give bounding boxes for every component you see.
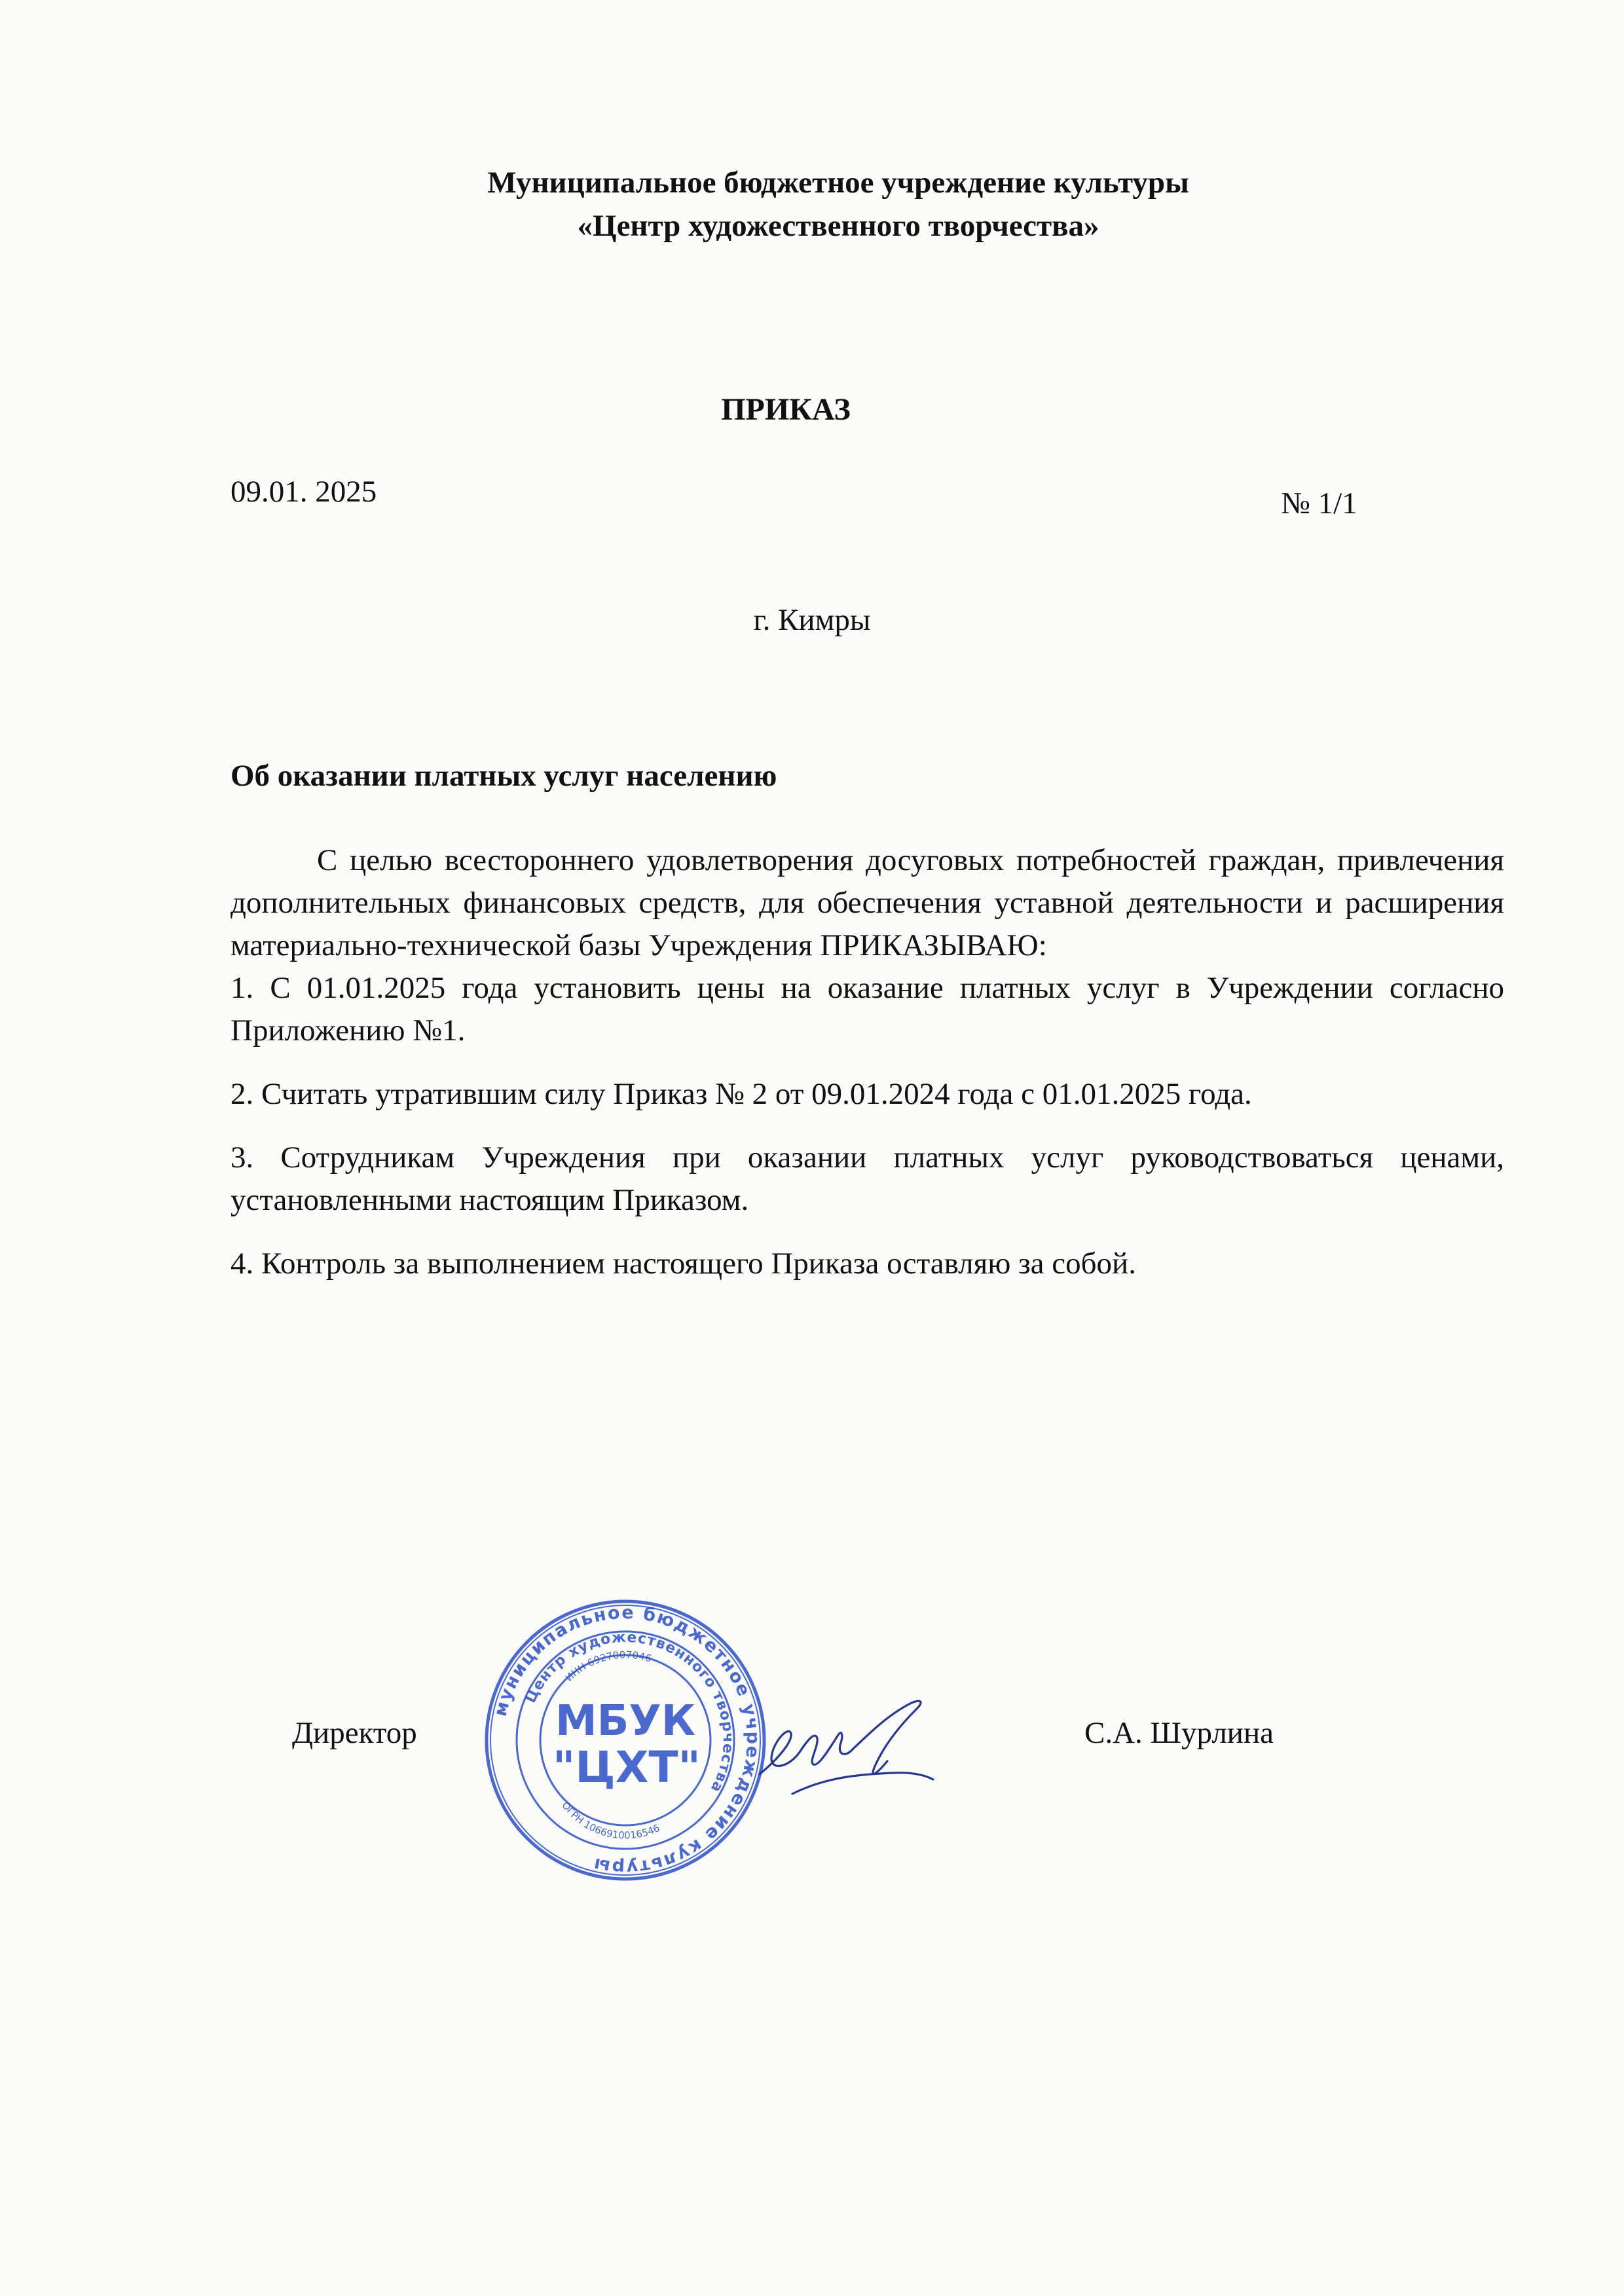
signer-position: Директор xyxy=(292,1716,417,1750)
organization-name-line1: Муниципальное бюджетное учреждение культуры xyxy=(487,166,1189,200)
svg-text:ОГРН 1066910016546 xyxy=(559,1800,661,1842)
seal-outer-text: муниципальное бюджетное учреждение культуры xyxy=(490,1602,764,1878)
seal-center-line2: "ЦХТ" xyxy=(553,1742,701,1793)
seal-center-line1: МБУК xyxy=(555,1697,696,1745)
official-seal-stamp xyxy=(481,1596,769,1884)
order-item-1: 1. С 01.01.2025 года установить цены на оказание платных услуг в Учреждении согласно Приложению №1. xyxy=(231,971,1504,1048)
organization-name-line2: «Центр художественного творчества» xyxy=(577,209,1099,243)
document-title: ПРИКАЗ xyxy=(721,392,851,427)
seal-inner-text: Центр художественного творчества xyxy=(523,1629,737,1796)
order-item-2: 2. Считать утратившим силу Приказ № 2 от 09.01.2024 года с 01.01.2025 года. xyxy=(231,1077,1252,1111)
document-number: № 1/1 xyxy=(1281,486,1357,520)
signer-name: С.А. Шурлина xyxy=(1084,1716,1274,1750)
intro-paragraph: С целью всестороннего удовлетворения досуговых потребностей граждан, привлечения дополнительных финансовых средств, для обеспечения уставной деятельности и расширения материально-технической базы Учреждения ПРИКАЗЫВАЮ: xyxy=(231,843,1504,962)
document-subject: Об оказании платных услуг населению xyxy=(231,759,777,793)
handwritten-signature xyxy=(753,1696,943,1807)
order-item-3: 3. Сотрудникам Учреждения при оказании платных услуг руководствоваться ценами, установленными настоящим Приказом. xyxy=(231,1140,1504,1217)
document-date: 09.01. 2025 xyxy=(231,475,377,509)
seal-inn: ИНН 6927007046 xyxy=(563,1649,654,1685)
seal-ogrn: ОГРН 1066910016546 xyxy=(559,1799,662,1842)
order-item-4: 4. Контроль за выполнением настоящего Приказа оставляю за собой. xyxy=(231,1247,1136,1281)
document-body xyxy=(231,839,1504,1285)
document-city: г. Кимры xyxy=(753,603,871,637)
